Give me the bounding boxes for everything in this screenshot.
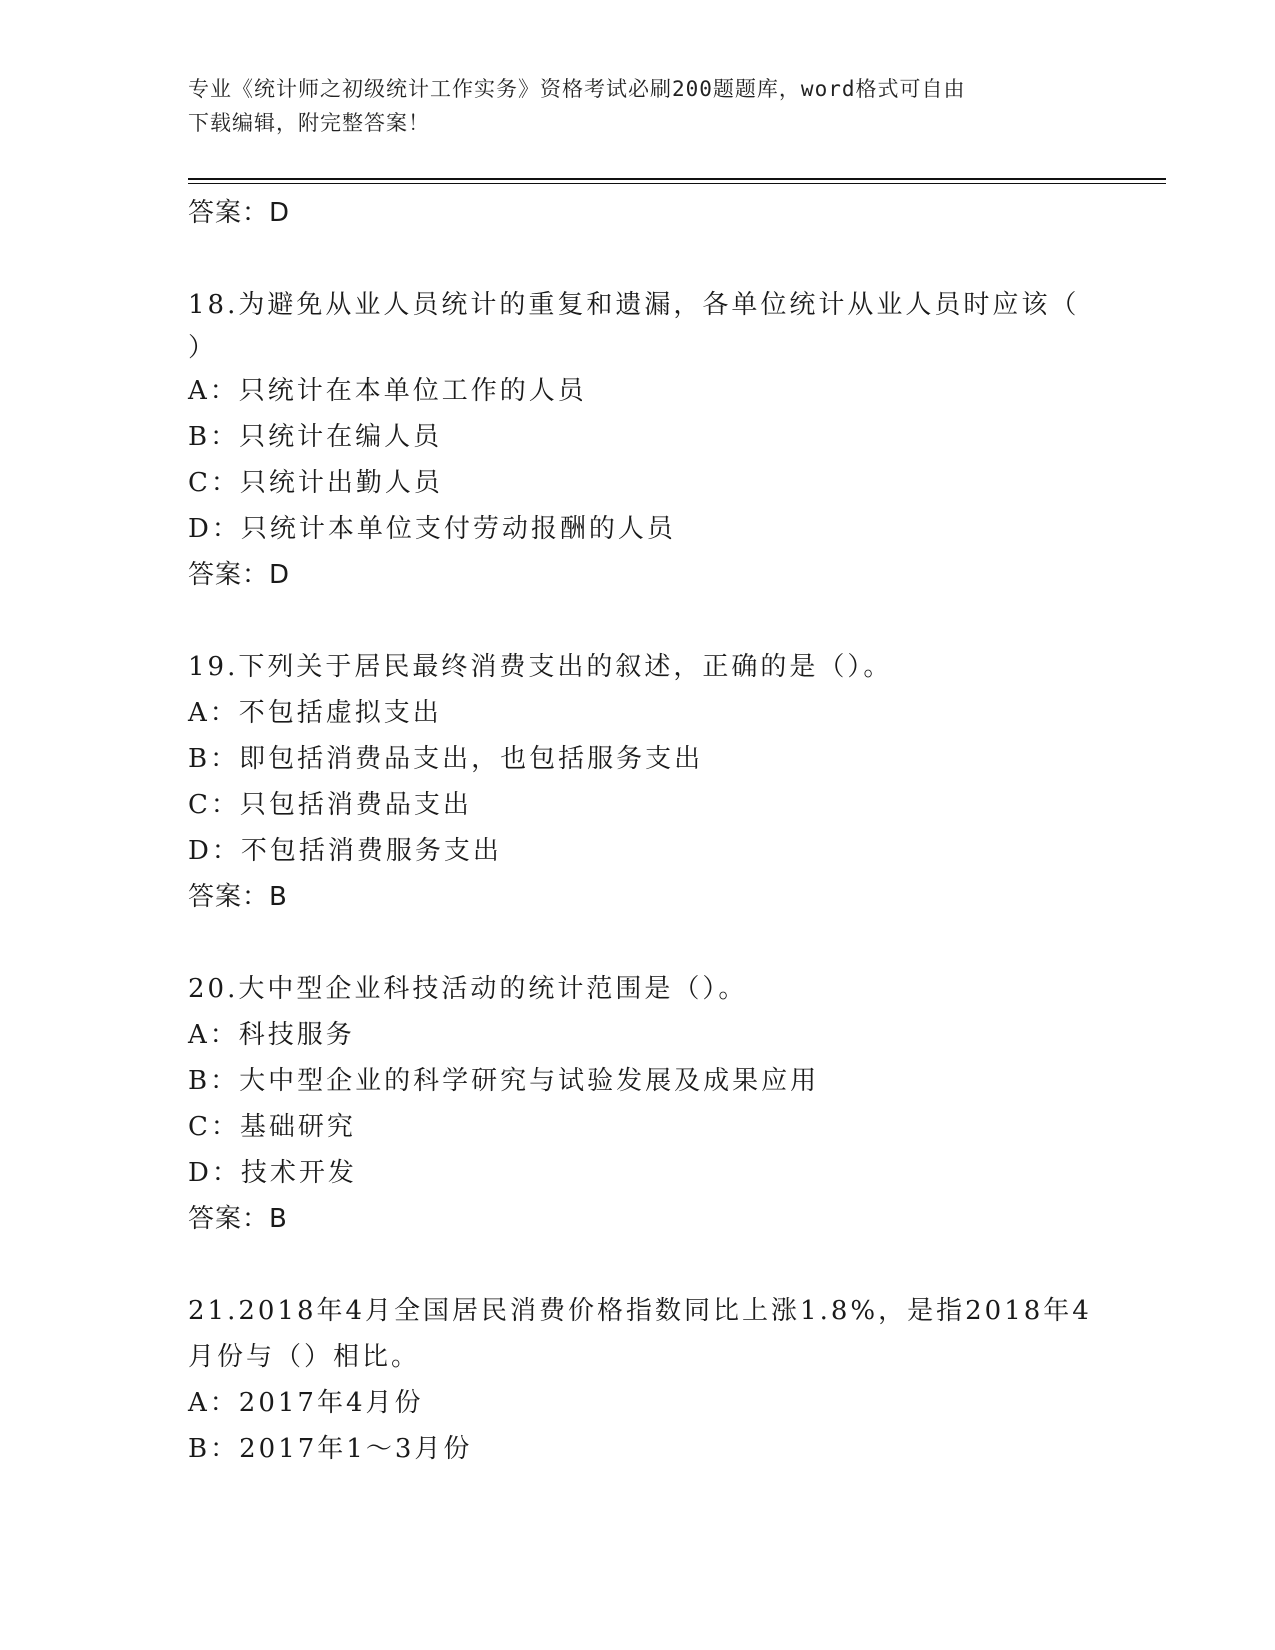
- question-block: [188, 282, 1088, 598]
- option-c: C：基础研究: [188, 1112, 356, 1142]
- question-text-continued: ）: [188, 333, 218, 363]
- question-text-continued: 月份与（）相比。: [188, 1342, 421, 1372]
- question-block: [188, 966, 1088, 1242]
- option-c: C：只包括消费品支出: [188, 790, 472, 820]
- option-b: B：2017年1～3月份: [188, 1434, 473, 1464]
- answer-label: 答案：D: [188, 560, 291, 590]
- header-divider-thin: [188, 183, 1166, 184]
- document-body: [188, 190, 1092, 1472]
- answer-label: 答案：D: [188, 198, 291, 228]
- option-d: D：不包括消费服务支出: [188, 836, 502, 866]
- option-b: B：只统计在编人员: [188, 422, 443, 452]
- question-text: 20.大中型企业科技活动的统计范围是（）。: [188, 974, 748, 1004]
- option-b: B：即包括消费品支出，也包括服务支出: [188, 744, 704, 774]
- spacer: [188, 1242, 1088, 1288]
- spacer: [188, 598, 1088, 644]
- header-line-2: 下载编辑，附完整答案！: [188, 111, 430, 135]
- option-d: D：技术开发: [188, 1158, 357, 1188]
- header-divider: [188, 178, 1166, 180]
- option-d: D：只统计本单位支付劳动报酬的人员: [188, 514, 676, 544]
- answer-label: 答案：B: [188, 882, 288, 912]
- spacer: [188, 236, 1088, 282]
- question-text: 21.2018年4月全国居民消费价格指数同比上涨1.8%，是指2018年4: [188, 1296, 1092, 1326]
- question-text: 19.下列关于居民最终消费支出的叙述，正确的是（）。: [188, 652, 893, 682]
- option-a: A：科技服务: [188, 1020, 355, 1050]
- answer-label: 答案：B: [188, 1204, 288, 1234]
- question-block: [188, 1288, 1092, 1472]
- option-b: B：大中型企业的科学研究与试验发展及成果应用: [188, 1066, 820, 1096]
- header-line-1: 专业《统计师之初级统计工作实务》资格考试必刷200题题库，word格式可自由: [188, 77, 966, 101]
- question-text: 18.为避免从业人员统计的重复和遗漏，各单位统计从业人员时应该（: [188, 290, 1080, 320]
- option-c: C：只统计出勤人员: [188, 468, 443, 498]
- option-a: A：不包括虚拟支出: [188, 698, 442, 728]
- question-block: [188, 644, 1088, 920]
- spacer: [188, 920, 1088, 966]
- document-header: [188, 72, 1068, 140]
- option-a: A：只统计在本单位工作的人员: [188, 376, 587, 406]
- option-a: A：2017年4月份: [188, 1388, 424, 1418]
